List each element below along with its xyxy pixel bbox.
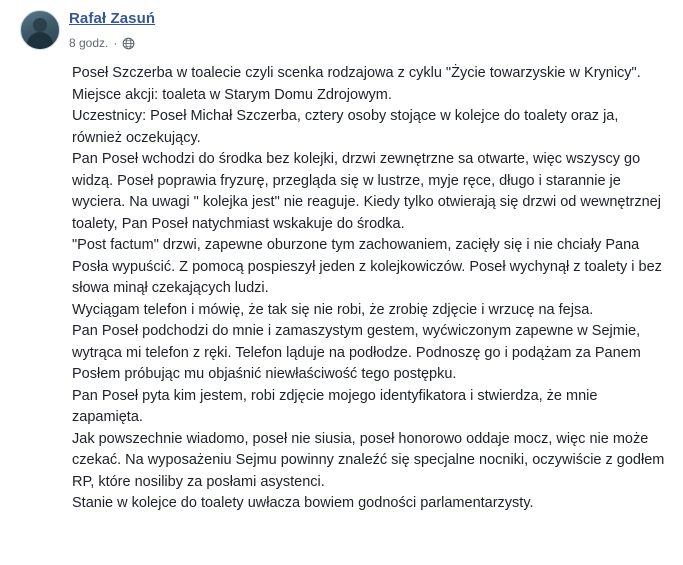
post-paragraph: Pan Poseł wchodzi do środka bez kolejki, drzwi zewnętrzne sa otwarte, więc wszyscy go widzą. Poseł poprawia fryzurę, przegląda się w lustrze, myje ręce, długo i starannie je wyciera. Na uwagi " kolejka jest" nie reaguje. Kiedy tylko otwierają się drzwi od wewnętrznej toalety, Pan Poseł natychmiast wskakuje do środka. xyxy=(72,151,661,232)
meta-separator: · xyxy=(113,35,118,50)
post-paragraph: Pan Poseł pyta kim jestem, robi zdjęcie mojego identyfikatora i stwierdza, że mnie zapamięta. xyxy=(72,387,598,425)
post-paragraph: Miejsce akcji: toaleta w Starym Domu Zdrojowym. xyxy=(72,86,392,103)
post-header xyxy=(12,10,671,50)
post-paragraph: "Post factum" drzwi, zapewne oburzone tym zachowaniem, zacięły się i nie chciały Pana Posła wypuścić. Z pomocą pospieszył jeden z kolejkowiczów. Poseł wychynął z toalety i bez słowa minął czekających ludzi. xyxy=(72,237,662,296)
globe-icon[interactable] xyxy=(122,37,135,50)
post-paragraph: Poseł Szczerba w toalecie czyli scenka rodzajowa z cyklu "Życie towarzyskie w Krynicy". xyxy=(72,65,641,81)
post-header-text xyxy=(69,10,155,50)
post-paragraph: Pan Poseł podchodzi do mnie i zamaszystym gestem, wyćwiczonym zapewne w Sejmie, wytrąca mi telefon z ręki. Telefon ląduje na podłodze. Podnoszę go i podążam za Panem Posłem próbując mu objaśnić niewłaściwość tego postępku. xyxy=(72,323,641,382)
post-meta xyxy=(69,37,155,50)
post-body xyxy=(12,63,671,515)
post-timestamp[interactable]: 8 godz. xyxy=(69,35,109,50)
post-paragraph: Wyciągam telefon i mówię, że tak się nie robi, że zrobię zdjęcie i wrzucę na fejsa. xyxy=(72,301,594,318)
post-paragraph: Stanie w kolejce do toalety uwłacza bowiem godności parlamentarzysty. xyxy=(72,495,534,511)
post-paragraph: Jak powszechnie wiadomo, poseł nie siusia, poseł honorowo oddaje mocz, więc nie może czekać. Na wyposażeniu Sejmu powinny znaleźć się specjalne nocniki, oczywiście z godłem RP, które nosiliby za posłami asystenci. xyxy=(72,430,665,490)
author-name-link[interactable]: Rafał Zasuń xyxy=(69,10,156,27)
post-paragraph: Uczestnicy: Poseł Michał Szczerba, cztery osoby stojące w kolejce do toalety oraz ja, również oczekujący. xyxy=(72,108,619,146)
avatar[interactable] xyxy=(20,10,60,50)
